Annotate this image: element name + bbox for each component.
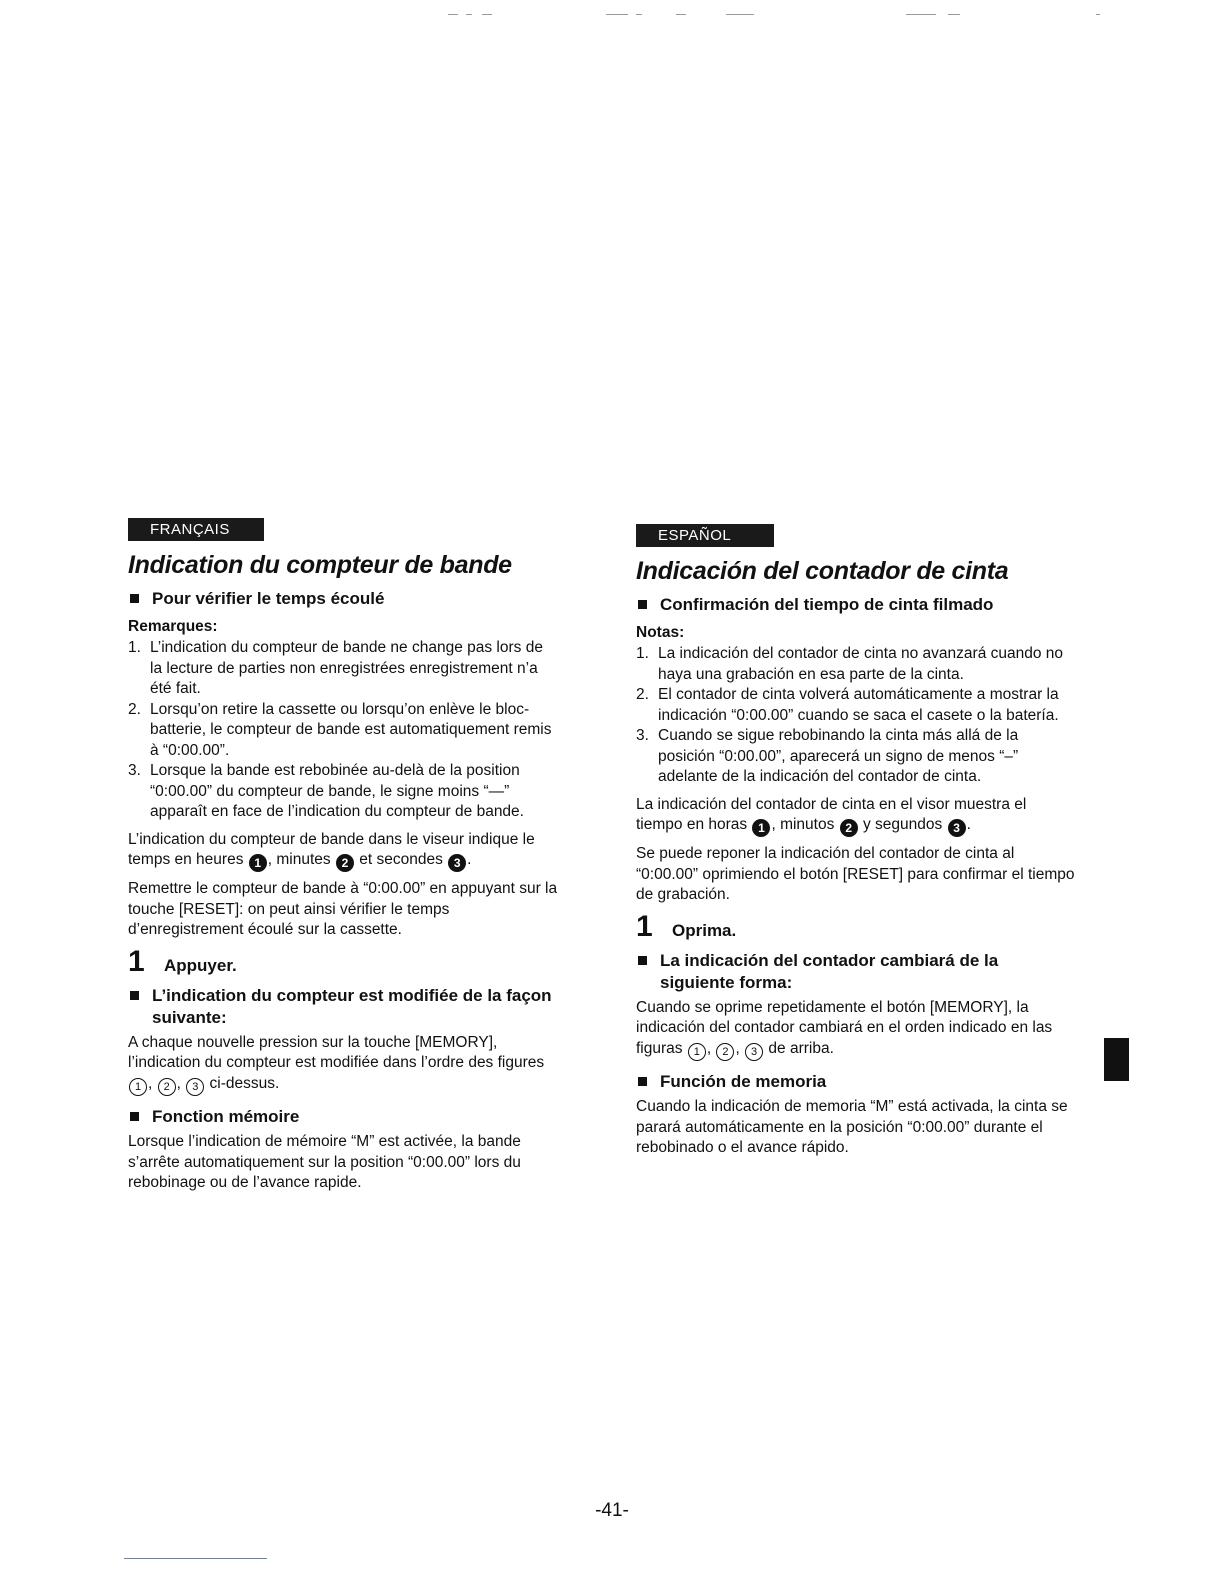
square-bullet-icon (638, 956, 647, 965)
square-bullet-icon (130, 991, 139, 1000)
outlined-circle-number-1-icon: 1 (688, 1043, 706, 1061)
note-item: 1. La indicación del contador de cinta no avanzará cuando no haya una grabación en esa parte de la cinta. (636, 645, 1064, 683)
paragraph-memory-button: Cuando se oprime repetidamente el botón [MEMORY], la indicación del contador cambiará en el orden indicado en las figuras 1 , 2 , 3 de arriba. (636, 998, 1076, 1061)
outlined-circle-number-3-icon: 3 (186, 1078, 204, 1096)
page-number: -41- (595, 1500, 629, 1521)
outlined-circle-number-2-icon: 2 (716, 1043, 734, 1061)
paragraph-reset: Remettre le compteur de bande à “0:00.00” en appuyant sur la touche [RESET]: on peut ainsi vérifier le temps d’enregistrement écoulé sur la cassette. (128, 880, 558, 939)
note-item: 3. Lorsque la bande est rebobinée au-delà de la position “0:00.00” du compteur de bande, le signe moins “—” apparaît en face de l’indication du compteur de bande. (128, 762, 524, 820)
paragraph-viewfinder: La indicación del contador de cinta en el visor muestra el tiempo en horas 1 , minutos 2 y segundos 3 . (636, 795, 1076, 838)
subheading-check-time: Pour vérifier le temps écoulé (128, 588, 558, 610)
filled-circle-number-2-icon: 2 (336, 854, 354, 872)
square-bullet-icon (638, 600, 647, 609)
footer-rule (124, 1558, 267, 1559)
square-bullet-icon (130, 1112, 139, 1121)
paragraph-reset: Se puede reponer la indicación del contador de cinta al “0:00.00” oprimiendo el botón [RESET] para confirmar el tiempo de grabación. (636, 845, 1075, 904)
subheading-memory-function: Fonction mémoire (128, 1106, 558, 1128)
filled-circle-number-1-icon: 1 (249, 854, 267, 872)
spanish-column (636, 524, 1076, 1159)
filled-circle-number-1-icon: 1 (752, 819, 770, 837)
outlined-circle-number-3-icon: 3 (745, 1043, 763, 1061)
page-edge-tab-marker (1104, 1038, 1129, 1081)
note-item: 3. Cuando se sigue rebobinando la cinta más allá de la posición “0:00.00”, aparecerá un signo de menos “–” adelante de la indicación del contador de cinta. (636, 727, 1019, 785)
note-item: 1. L’indication du compteur de bande ne change pas lors de la lecture de parties non enregistrées enregistrement n’a été fait. (128, 639, 543, 697)
paragraph-memory-button: A chaque nouvelle pression sur la touche [MEMORY], l’indication du compteur est modifiée dans l’ordre des figures 1 , 2 , 3 ci-dessus. (128, 1033, 558, 1096)
filled-circle-number-3-icon: 3 (448, 854, 466, 872)
notes-list (636, 644, 1076, 788)
paragraph-memory-function: Cuando la indicación de memoria “M” está activada, la cinta se parará automáticamente en la posición “0:00.00” durante el rebobinado o el avance rápido. (636, 1098, 1068, 1156)
section-title-french: Indication du compteur de bande (128, 551, 512, 579)
subheading-display-change: La indicación del contador cambiará de la siguiente forma: (636, 950, 1076, 994)
french-column (128, 518, 558, 1194)
step-text: Oprima. (672, 920, 737, 940)
language-badge-spanish: ESPAÑOL (636, 524, 774, 547)
paragraph-viewfinder: L’indication du compteur de bande dans le viseur indique le temps en heures 1 , minutes 2 et secondes 3 . (128, 830, 558, 873)
step-number: 1 (636, 909, 653, 943)
language-badge-french: FRANÇAIS (128, 518, 264, 541)
filled-circle-number-2-icon: 2 (840, 819, 858, 837)
notes-heading: Notas: (636, 624, 685, 641)
step-number: 1 (128, 944, 145, 978)
step-text: Appuyer. (164, 955, 237, 975)
note-item: 2. El contador de cinta volverá automáticamente a mostrar la indicación “0:00.00” cuando se saca el casete o la batería. (636, 686, 1059, 724)
step-1 (128, 945, 558, 979)
notes-list (128, 638, 558, 823)
subheading-check-time: Confirmación del tiempo de cinta filmado (636, 594, 1076, 616)
notes-heading: Remarques: (128, 618, 218, 635)
outlined-circle-number-2-icon: 2 (158, 1078, 176, 1096)
paragraph-memory-function: Lorsque l’indication de mémoire “M” est activée, la bande s’arrête automatiquement sur la position “0:00.00” lors du rebobinage ou de l’avance rapide. (128, 1133, 521, 1191)
step-1 (636, 910, 1076, 944)
section-title-spanish: Indicación del contador de cinta (636, 557, 1009, 585)
note-item: 2. Lorsqu’on retire la cassette ou lorsqu’on enlève le bloc-batterie, le compteur de bande est automatiquement remis à “0:00.00”. (128, 700, 552, 759)
subheading-display-change: L’indication du compteur est modifiée de la façon suivante: (128, 985, 558, 1029)
scan-specks (440, 14, 1100, 16)
square-bullet-icon (638, 1077, 647, 1086)
filled-circle-number-3-icon: 3 (948, 819, 966, 837)
subheading-memory-function: Función de memoria (636, 1071, 1076, 1093)
outlined-circle-number-1-icon: 1 (129, 1078, 147, 1096)
square-bullet-icon (130, 594, 139, 603)
